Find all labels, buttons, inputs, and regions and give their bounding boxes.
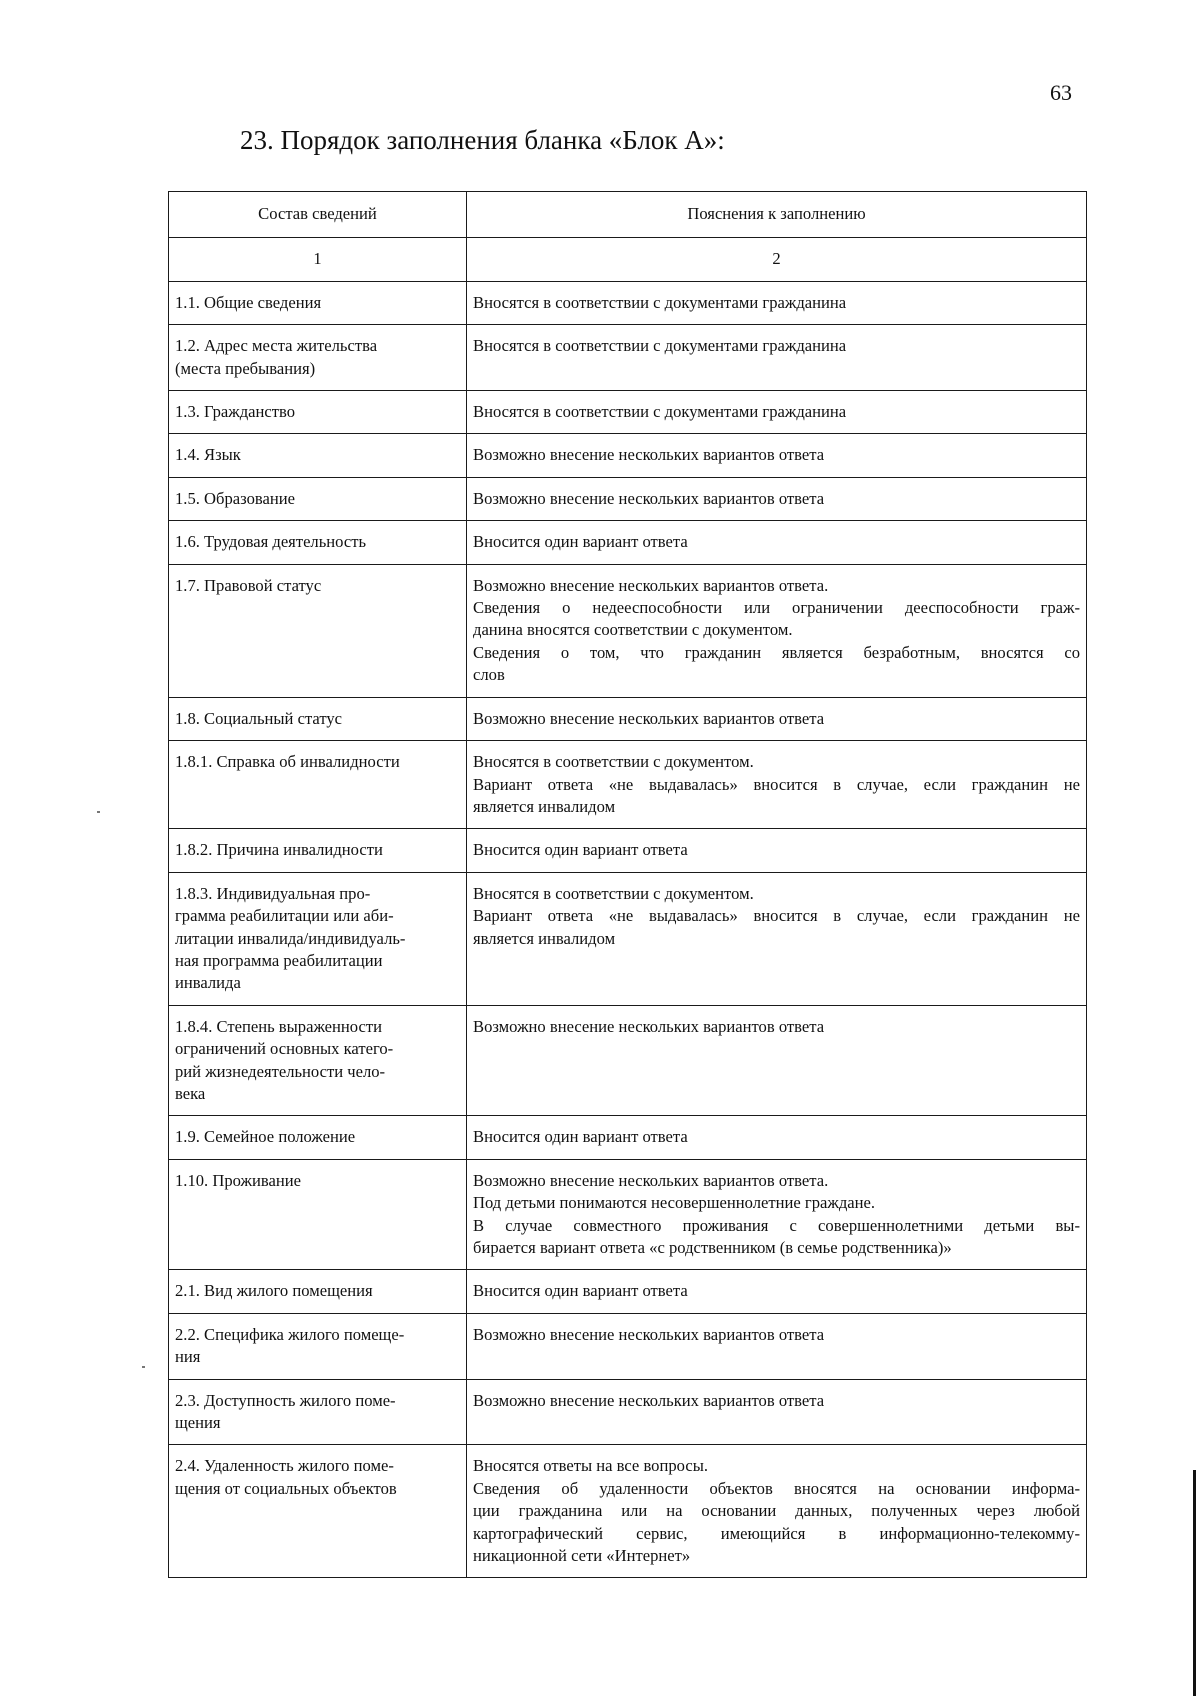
item-cell [169,1270,467,1313]
item-cell [169,1313,467,1379]
scan-speck [142,1366,145,1368]
table-row [169,741,1087,829]
item-cell [169,477,467,520]
item-line: века [175,1083,206,1103]
item-cell [169,564,467,697]
item-cell [169,391,467,434]
note-line: данина вносятся соответствии с документом. [473,620,793,640]
table-row [169,477,1087,520]
item-cell [169,697,467,740]
page-number: 63 [1050,80,1072,105]
note-cell [467,477,1087,520]
note-line: Возможно внесение нескольких вариантов ответа [473,445,825,465]
note-cell [467,564,1087,697]
note-cell [467,281,1087,324]
item-cell [169,521,467,564]
note-line: Возможно внесение нескольких вариантов ответа [473,488,825,508]
item-line: 1.3. Гражданство [175,402,296,422]
item-line: литации инвалида/индивидуаль- [175,928,406,948]
note-cell [467,1270,1087,1313]
item-line: 1.2. Адрес места жительства [175,336,378,356]
note-line: Возможно внесение нескольких вариантов ответа [473,1390,825,1410]
note-line: никационной сети «Интернет» [473,1546,691,1566]
note-line: Возможно внесение нескольких вариантов ответа [473,708,825,728]
note-line: Вносятся в соответствии с документами гражданина [473,292,847,312]
scan-speck [97,811,100,813]
note-line: Возможно внесение нескольких вариантов ответа [473,1324,825,1344]
scan-edge-mark [1193,1470,1196,1696]
item-line: 1.9. Семейное положение [175,1127,356,1147]
note-cell [467,521,1087,564]
note-cell [467,391,1087,434]
item-line: щения [175,1413,221,1433]
note-line: Вносится один вариант ответа [473,840,688,860]
note-line: Возможно внесение нескольких вариантов ответа [473,1016,825,1036]
note-line: Вносятся в соответствии с документами гражданина [473,336,847,356]
item-cell [169,1005,467,1116]
item-cell [169,1159,467,1270]
note-line: Сведения о недееспособности или ограничении дееспособности граж- [473,598,1080,618]
column-number: 1 [169,238,467,281]
section-title: 23. Порядок заполнения бланка «Блок А»: [240,125,725,155]
note-line: Возможно внесение нескольких вариантов ответа. [473,575,829,595]
item-line: 2.3. Доступность жилого поме- [175,1390,396,1410]
table-row [169,697,1087,740]
note-line: картографический сервис, имеющийся в информационно-телекомму- [473,1523,1080,1543]
item-line: 2.2. Специфика жилого помеще- [175,1324,405,1344]
note-cell [467,872,1087,1005]
note-cell [467,1313,1087,1379]
note-line: Вносятся в соответствии с документами гражданина [473,402,847,422]
note-line: ции гражданина или на основании данных, полученных через любой [473,1501,1080,1521]
column-header-explanations: Пояснения к заполнению [467,192,1087,238]
table-row [169,1116,1087,1159]
item-line: 1.8.2. Причина инвалидности [175,840,383,860]
item-cell [169,829,467,872]
item-cell [169,1445,467,1578]
table-row [169,325,1087,391]
note-cell [467,434,1087,477]
item-line: 1.6. Трудовая деятельность [175,532,367,552]
note-line: Вносится один вариант ответа [473,1127,688,1147]
item-line: 2.1. Вид жилого помещения [175,1281,373,1301]
note-cell [467,741,1087,829]
table-row [169,281,1087,324]
item-line: 1.1. Общие сведения [175,292,322,312]
table-row [169,521,1087,564]
item-line: инвалида [175,973,241,993]
item-line: 1.5. Образование [175,488,295,508]
note-line: Вариант ответа «не выдавалась» вносится в случае, если гражданин не [473,906,1080,926]
item-line: 1.8.4. Степень выраженности [175,1016,383,1036]
item-line: рий жизнедеятельности чело- [175,1061,386,1081]
table-row [169,1445,1087,1578]
item-cell [169,1379,467,1445]
table-row [169,1159,1087,1270]
item-line: 1.4. Язык [175,445,241,465]
note-cell [467,1379,1087,1445]
table-row [169,1005,1087,1116]
table-row [169,564,1087,697]
item-cell [169,1116,467,1159]
note-line: Вносятся в соответствии с документом. [473,883,754,903]
note-line: Вносятся ответы на все вопросы. [473,1456,709,1476]
item-cell [169,872,467,1005]
item-line: 1.7. Правовой статус [175,575,322,595]
table-body [169,238,1087,1578]
item-line: ная программа реабилитации [175,950,383,970]
table-row [169,1379,1087,1445]
note-line: Вносится один вариант ответа [473,1281,688,1301]
table-row [169,1313,1087,1379]
item-cell [169,434,467,477]
note-line: Вариант ответа «не выдавалась» вносится в случае, если гражданин не [473,774,1080,794]
header-row [169,192,1087,238]
note-line: В случае совместного проживания с совершеннолетними детьми вы- [473,1215,1080,1235]
table-row [169,1270,1087,1313]
item-line: 1.10. Проживание [175,1170,301,1190]
note-line: является инвалидом [473,796,616,816]
note-cell [467,697,1087,740]
item-line: ограничений основных катего- [175,1039,394,1059]
note-line: Возможно внесение нескольких вариантов ответа. [473,1170,829,1190]
note-cell [467,1159,1087,1270]
item-cell [169,741,467,829]
note-cell [467,1445,1087,1578]
note-cell [467,325,1087,391]
item-line: (места пребывания) [175,358,316,378]
item-cell [169,325,467,391]
table-header [169,192,1087,238]
note-cell [467,1005,1087,1116]
item-cell [169,281,467,324]
item-line: 1.8.3. Индивидуальная про- [175,883,371,903]
table-row [169,391,1087,434]
item-line: щения от социальных объектов [175,1478,397,1498]
note-cell [467,1116,1087,1159]
table-row [169,872,1087,1005]
note-line: Вносятся в соответствии с документом. [473,752,754,772]
note-line: Сведения об удаленности объектов вносятся на основании информа- [473,1478,1080,1498]
column-number: 2 [467,238,1087,281]
note-line: Под детьми понимаются несовершеннолетние граждане. [473,1193,876,1213]
note-line: Сведения о том, что гражданин является безработным, вносятся со [473,642,1080,662]
note-line: бирается вариант ответа «с родственником (в семье родственника)» [473,1238,952,1257]
item-line: ния [175,1347,201,1367]
instructions-table [168,191,1087,1578]
note-line: Вносится один вариант ответа [473,532,688,552]
column-number-row [169,238,1087,281]
table-row [169,829,1087,872]
item-line: 1.8.1. Справка об инвалидности [175,752,400,772]
table-row [169,434,1087,477]
item-line: 1.8. Социальный статус [175,708,343,728]
item-line: грамма реабилитации или аби- [175,906,394,926]
note-line: является инвалидом [473,928,616,948]
note-cell [467,829,1087,872]
item-line: 2.4. Удаленность жилого поме- [175,1456,394,1476]
note-line: слов [473,665,505,685]
column-header-composition: Состав сведений [169,192,467,238]
